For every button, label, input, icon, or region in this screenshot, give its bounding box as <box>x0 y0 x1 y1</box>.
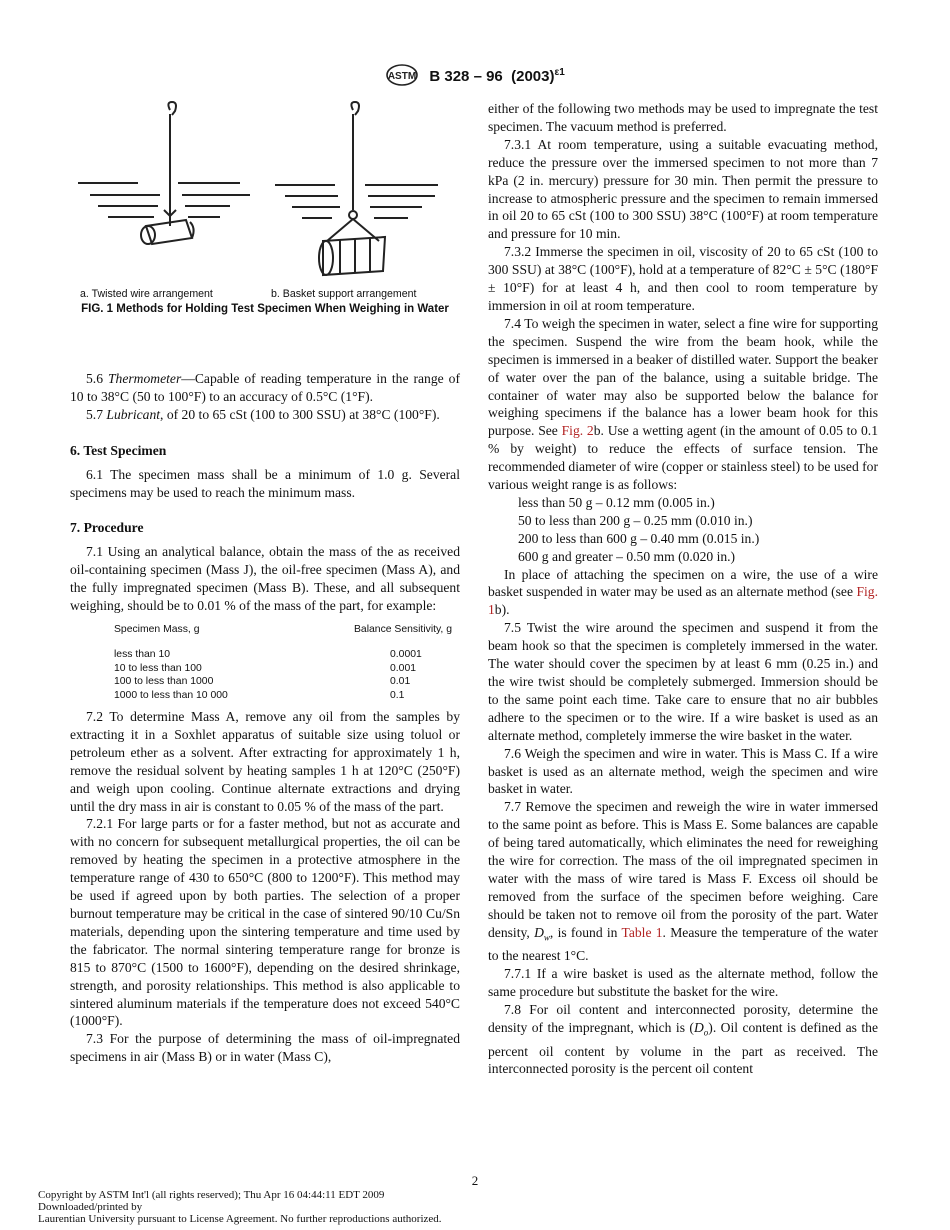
list-item: less than 50 g – 0.12 mm (0.005 in.) <box>518 494 715 510</box>
list-item: 200 to less than 600 g – 0.40 mm (0.015 in.) <box>518 530 760 546</box>
page-number: 2 <box>471 1173 479 1188</box>
left-column <box>70 370 460 1066</box>
svg-text:ASTM: ASTM <box>388 71 417 82</box>
wire-size-list <box>488 494 878 566</box>
table-header: Balance Sensitivity, g <box>354 623 452 635</box>
section-6-heading: 6. Test Specimen <box>70 442 167 458</box>
para-7-7-1: 7.7.1 If a wire basket is used as the alternate method, follow the same procedure but substitute the basket for the wire. <box>488 966 878 1000</box>
table-row: less than 10 0.0001 <box>114 649 422 661</box>
figure-1-drawing <box>70 98 460 283</box>
list-item: 50 to less than 200 g – 0.25 mm (0.010 in.) <box>518 512 753 528</box>
para-5-6: 5.6 Thermometer—Capable of reading temperature in the range of 10 to 38°C (50 to 100°F) to an accuracy of 0.5°C (1°F). <box>70 371 460 404</box>
para-continued: either of the following two methods may be used to impregnate the test specimen. The vacuum method is preferred. <box>488 101 878 134</box>
fig-2-link[interactable]: Fig. 2 <box>561 423 594 439</box>
para-7-6: 7.6 Weigh the specimen and wire in water. This is Mass C. If a wire basket is used as an alternate method, weigh the specimen and wire basket in water. <box>488 745 878 797</box>
right-column <box>488 100 878 1078</box>
designation-epsilon: ε1 <box>554 66 565 78</box>
table-header-row <box>114 623 452 648</box>
para-7-1: 7.1 Using an analytical balance, obtain the mass of the as received oil-containing specimen (Mass J), the oil-free specimen (Mass A), and the fully impregnated specimen (Mass B). These, and all subsequent weighing, should be to 0.01 % of the mass of the part, for example: <box>70 544 460 614</box>
para-basket: In place of attaching the specimen on a wire, the use of a wire basket suspended in water may be used as an alternate method (see Fig. 1b). <box>488 566 878 618</box>
para-7-4: 7.4 To weigh the specimen in water, select a fine wire for supporting the specimen. Suspend the wire from the beam hook, while the specimen is immersed in a beaker of distilled water. Support the beaker of water over the pan of the balance, using a suitable bridge. The container of water may also be supported below the balance for weighing specimens if the balance has a lower beam hook for this purpose. See Fig. 2b. Use a wetting agent (in the amount of 0.05 to 0.1 % by weight) to reduce the effects of surface tension. The recommended diameter of wire (copper or stainless steel) to be used for various weight range is as follows: <box>488 315 878 493</box>
para-5-7: 5.7 Lubricant, of 20 to 65 cSt (100 to 300 SSU) at 38°C (100°F). <box>86 406 440 422</box>
para-7-5: 7.5 Twist the wire around the specimen and suspend it from the beam hook so that the specimen is completely immersed in the water. The water should cover the specimen by at least 6 mm (0.25 in.) and the wire twist should be completely submerged. Immersion should be to the same point each time. Take care to ensure that no air bubbles adhere to the specimen or to the wire. If a wire basket is used as an alternate method, completely immerse the wire basket in the water. <box>488 620 878 743</box>
para-7-3: 7.3 For the purpose of determining the mass of oil-impregnated specimens in air (Mass B) or in water (Mass C), <box>70 1031 460 1065</box>
para-6-1: 6.1 The specimen mass shall be a minimum of 1.0 g. Several specimens may be used to reach the minimum mass. <box>70 466 460 500</box>
para-7-2: 7.2 To determine Mass A, remove any oil from the samples by extracting it in a Soxhlet apparatus of suitable size using toluol or petroleum ether as a solvent. After extracting for approximately 1 h, remove the residual solvent by heating samples 1 h at 120°C (250°F) and weigh upon cooling. Continue alternate extractions and drying until the dry mass in air is constant to 0.05 % of the mass of the part. <box>70 709 460 814</box>
figure-label-a: a. Twisted wire arrangement <box>80 288 213 300</box>
list-item: 600 g and greater – 0.50 mm (0.020 in.) <box>518 548 736 564</box>
fig-1-link[interactable]: Fig. 1 <box>488 584 878 618</box>
para-7-2-1: 7.2.1 For large parts or for a faster method, but not as accurate and with no concern for subsequent metallurgical properties, the oil can be removed by heating the specimen in a protective atmosphere in the temperature range of 430 to 650°C (800 to 1200°F). This method may be used if agreed upon by both parties. The selection of a proper burnout temperature may be critical in the case of sintered 90/10 Cu/Sn materials, depending upon the sintering temperature and time used by the fabricator. The normal sintering temperature range for bronze is 815 to 870°C (1500 to 1600°F), depending on the desired shrinkage, strength, and porosity relationships. This method is also applicable to sintered aluminum materials if the temperature does not exceed 540°C (1000°F). <box>70 816 460 1029</box>
table-header: Specimen Mass, g <box>114 623 200 635</box>
table-1-link[interactable]: Table 1 <box>621 924 663 940</box>
table-row: 1000 to less than 10 000 0.1 <box>114 689 405 701</box>
section-7-heading: 7. Procedure <box>70 520 144 536</box>
para-7-3-2: 7.3.2 Immerse the specimen in oil, viscosity of 20 to 65 cSt (100 to 300 SSU) at 38°C (100°F), hold at a temperature of 82°C ± 5°C (180°F ± 10°F) for at least 4 h, and then cool to room temperature by immersion in oil at room temperature. <box>488 244 878 313</box>
figure-label-b: b. Basket support arrangement <box>271 288 417 300</box>
para-7-8: 7.8 For oil content and interconnected porosity, determine the density of the impregnant, which is $(D_o)$. Oil content is defined as the percent oil content by volume in the part as received. The interconnected porosity is the percent oil content <box>488 1002 878 1077</box>
para-7-3-1: 7.3.1 At room temperature, using a suitable evacuating method, reduce the pressure over the immersed specimen to not more than 7 kPa (2 in. mercury) pressure for 30 min. Then permit the pressure to increase to atmospheric pressure and the specimen to remain immersed in oil 20 to 65 cSt (100 to 300 SSU) 38°C (100°F) at room temperature and pressure for 10 min. <box>488 136 878 242</box>
astm-logo <box>385 64 419 90</box>
copyright-footer: Copyright by ASTM Int'l (all rights reserved); Thu Apr 16 04:44:11 EDT 2009 Downloaded/printed by Laurentian University pursuant to License Agreement. No further reproductions authorized. <box>38 1189 442 1225</box>
figure-1 <box>70 98 460 338</box>
page-header <box>0 64 950 90</box>
table-row: 100 to less than 1000 0.01 <box>114 676 411 688</box>
para-7-7: 7.7 Remove the specimen and reweigh the wire in water immersed to the same point as before. This is Mass E. Some balances are capable of being tared automatically, which eliminates the need for reweighing the wire for correction. The mass of the oil impregnated specimen in water with the mass of wire tared is Mass F. Excess oil should be removed from the surface of the specimen before weighing. Care should be taken not to remove oil from the porosity of the part. Water density, $D_w$, is found in Table 1. Measure the temperature of the water to the nearest 1°C. <box>488 799 878 964</box>
designation-year: (2003) <box>511 67 555 85</box>
table-row: 10 to less than 100 0.001 <box>114 662 417 674</box>
figure-caption: FIG. 1 Methods for Holding Test Specimen When Weighing in Water <box>81 303 449 315</box>
balance-table <box>114 623 452 702</box>
designation: B 328 – 96 <box>429 67 503 85</box>
